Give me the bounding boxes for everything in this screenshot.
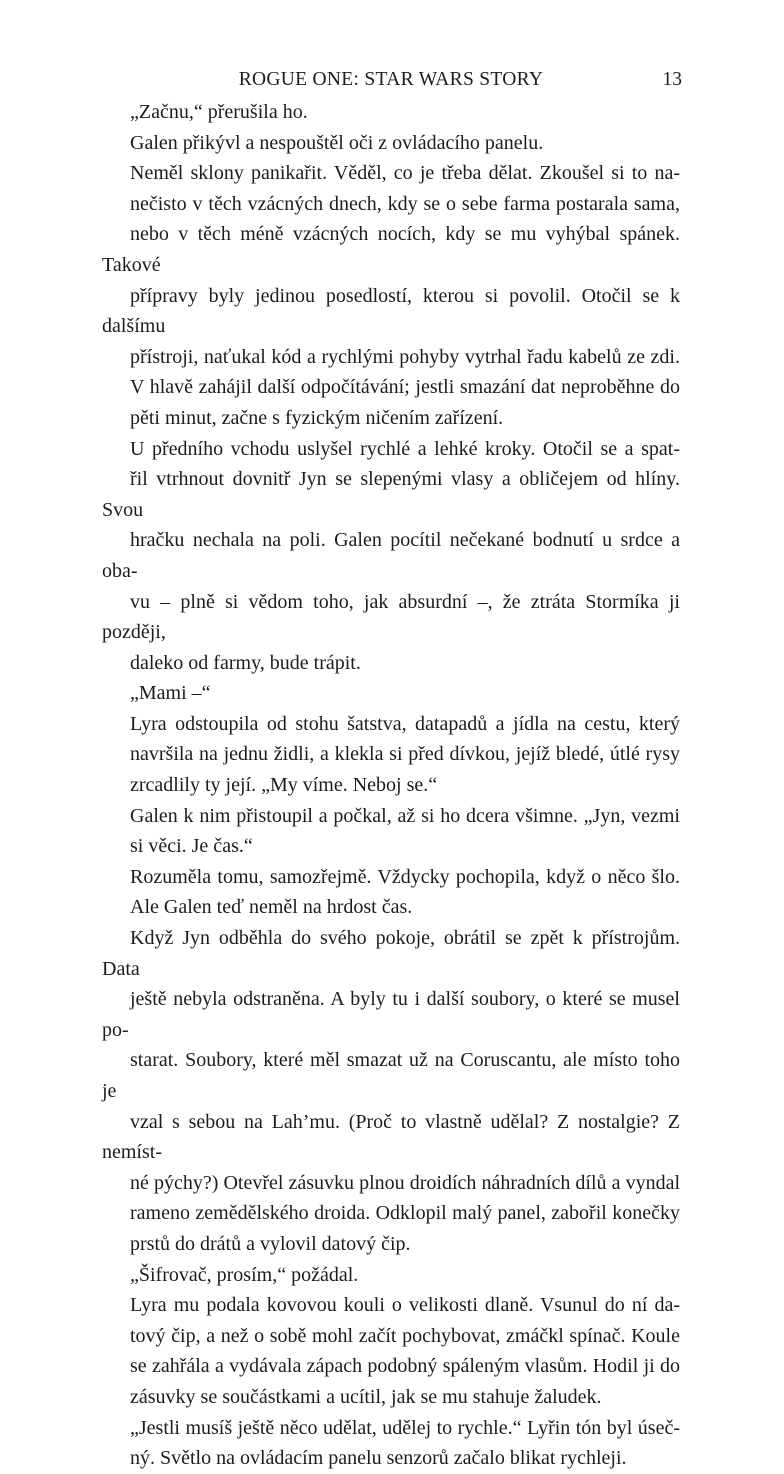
text-line: vu – plně si vědom toho, jak absurdní –, že ztráta Stormíka ji později, xyxy=(102,590,680,644)
paragraph xyxy=(102,97,680,128)
paragraph xyxy=(102,158,680,433)
text-line: „Jestli musíš ještě něco udělat, udělej to rychle.“ Lyřin tón byl úseč- xyxy=(130,1416,680,1439)
text-line: Lyra mu podala kovovou kouli o velikosti dlaně. Vsunul do ní da- xyxy=(130,1294,680,1317)
text-line: nebo v těch méně vzácných nocích, kdy se mu vyhýbal spánek. Takové xyxy=(102,223,680,276)
text-line: Ale Galen teď neměl na hrdost čas. xyxy=(130,896,413,919)
paragraph xyxy=(102,1260,680,1291)
text-line: Galen k nim přistoupil a počkal, až si ho dcera všimne. „Jyn, vezmi xyxy=(130,804,680,827)
text-line: zrcadlily ty její. „My víme. Neboj se.“ xyxy=(130,774,438,797)
page-number: 13 xyxy=(662,69,682,90)
text-line: zásuvky se součástkami a ucítil, jak se mu stahuje žaludek. xyxy=(130,1385,602,1408)
paragraph xyxy=(102,862,680,923)
text-line: rameno zemědělského droida. Odklopil malý panel, zabořil konečky xyxy=(130,1202,680,1225)
text-line: pěti minut, začne s fyzickým ničením zařízení. xyxy=(130,406,504,429)
paragraph xyxy=(102,709,680,801)
text-line: Lyra odstoupila od stohu šatstva, datapadů a jídla na cestu, který xyxy=(130,712,680,735)
text-line: si věci. Je čas.“ xyxy=(130,835,253,858)
text-line: vzal s sebou na Lah’mu. (Proč to vlastně udělal? Z nostalgie? Z nemíst- xyxy=(102,1110,680,1164)
text-line: navršila na jednu židli, a klekla si před dívkou, jejíž bledé, útlé rysy xyxy=(130,743,680,766)
text-line: né pýchy?) Otevřel zásuvku plnou droidích náhradních dílů a vyndal xyxy=(130,1171,680,1194)
text-line: se zahřála a vydávala zápach podobný spáleným vlasům. Hodil ji do xyxy=(130,1355,680,1378)
text-line: „Začnu,“ přerušila ho. xyxy=(130,101,308,123)
text-line: „Mami –“ xyxy=(130,682,211,705)
text-line: daleko od farmy, bude trápit. xyxy=(130,651,361,674)
paragraph xyxy=(102,128,680,159)
text-line: Rozuměla tomu, samozřejmě. Vždycky pochopila, když o něco šlo. xyxy=(130,865,680,888)
paragraph xyxy=(102,1290,680,1412)
text-line: starat. Soubory, které měl smazat už na Coruscantu, ale místo toho je xyxy=(102,1049,680,1102)
text-line: nečisto v těch vzácných dnech, kdy se o sebe farma postarala sama, xyxy=(130,192,680,215)
text-line: přípravy byly jedinou posedlostí, kterou si povolil. Otočil se k dalšímu xyxy=(102,284,680,338)
paragraph xyxy=(102,678,680,709)
text-line: Když Jyn odběhla do svého pokoje, obrátil se zpět k přístrojům. Data xyxy=(102,927,680,980)
paragraph xyxy=(102,1413,680,1474)
running-title: ROGUE ONE: STAR WARS STORY xyxy=(238,69,544,90)
text-line: U předního vchodu uslyšel rychlé a lehké kroky. Otočil se a spat- xyxy=(130,437,680,460)
text-line: Galen přikývl a nespouštěl oči z ovládacího panelu. xyxy=(130,131,544,154)
paragraph xyxy=(102,923,680,1260)
text-line: „Šifrovač, prosím,“ požádal. xyxy=(130,1263,359,1286)
text-line: V hlavě zahájil další odpočítávání; jestli smazání dat neproběhne do xyxy=(130,376,680,399)
text-line: ještě nebyla odstraněna. A byly tu i další soubory, o které se musel po- xyxy=(102,988,680,1041)
text-line: hračku nechala na poli. Galen pocítil nečekané bodnutí u srdce a oba- xyxy=(102,529,680,582)
text-line: Neměl sklony panikařit. Věděl, co je třeba dělat. Zkoušel si to na- xyxy=(130,162,680,185)
text-line: řil vtrhnout dovnitř Jyn se slepenými vlasy a obličejem od hlíny. Svou xyxy=(102,468,680,521)
text-line: ný. Světlo na ovládacím panelu senzorů začalo blikat rychleji. xyxy=(130,1447,627,1470)
text-line: tový čip, a než o sobě mohl začít pochybovat, zmáčkl spínač. Koule xyxy=(130,1324,680,1347)
text-line: přístroji, naťukal kód a rychlými pohyby vytrhal řadu kabelů ze zdi. xyxy=(130,345,680,368)
running-header xyxy=(0,66,784,96)
body-text xyxy=(102,97,680,1474)
paragraph xyxy=(102,801,680,862)
text-line: prstů do drátů a vylovil datový čip. xyxy=(130,1232,411,1255)
paragraph xyxy=(102,434,680,679)
